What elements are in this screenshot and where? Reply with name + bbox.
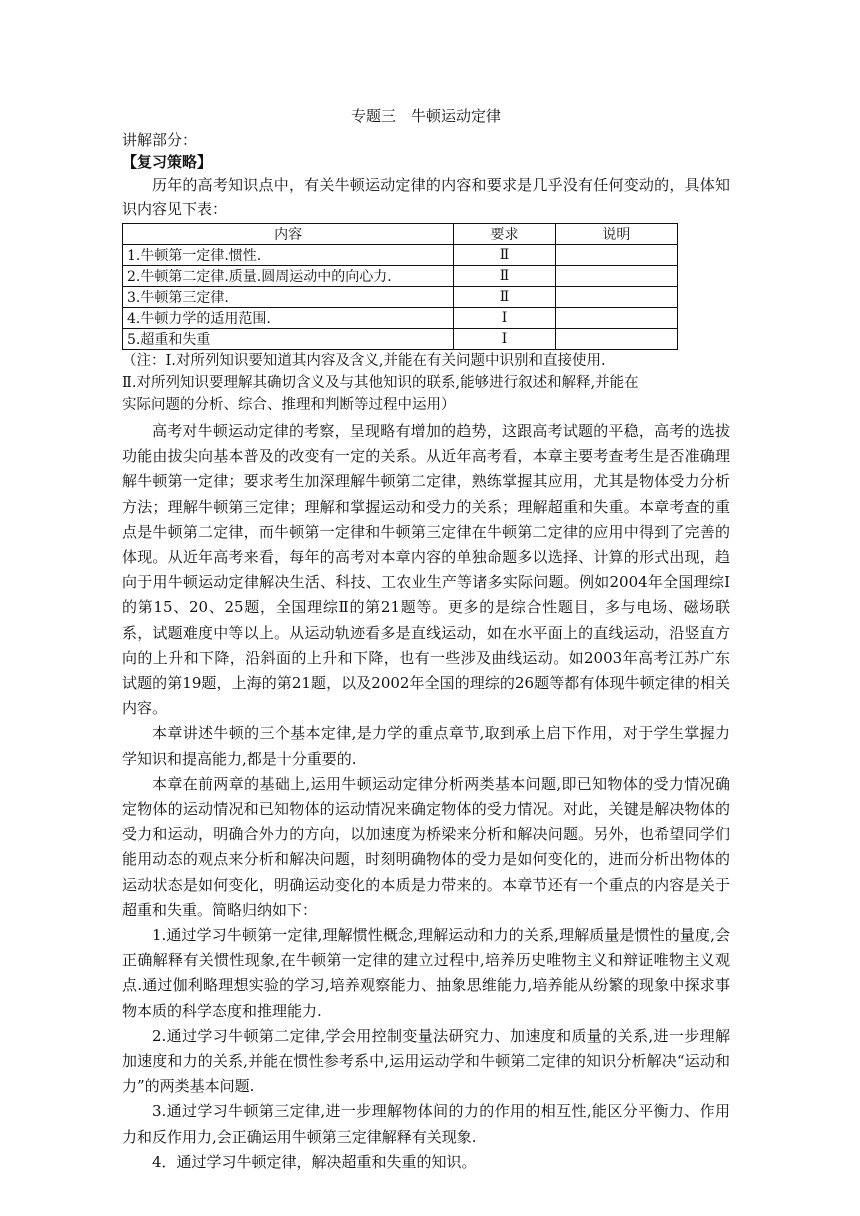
table-header-note: 说明: [555, 224, 677, 245]
paragraph-3: 本章在前两章的基础上,运用牛顿运动定律分析两类基本问题,即已知物体的受力情况确定物体的运动情况和已知物体的运动情况来确定物体的受力情况。对此，关键是解决物体的受力和运动，明确合外力的方向，以加速度为桥梁来分析和解决问题。另外，也希望同学们能用动态的观点来分析和解决问题，时刻明确物体的受力是如何变化的，进而分析出物体的运动状态是如何变化，明确运动变化的本质是力带来的。本章节还有一个重点的内容是关于超重和失重。简略归纳如下：: [122, 774, 730, 919]
note-line-1: （注：Ⅰ.对所列知识要知道其内容及含义,并能在有关问题中识别和直接使用.: [122, 353, 606, 369]
table-cell-level: Ⅱ: [454, 287, 555, 308]
list-item-2: 2.通过学习牛顿第二定律,学会用控制变量法研究力、加速度和质量的关系,进一步理解加速度和力的关系,并能在惯性参考系中,运用运动学和牛顿第二定律的知识分析解决“运动和力”的两类基本问题.: [122, 1026, 730, 1096]
list-item-1: 1.通过学习牛顿第一定律,理解惯性概念,理解运动和力的关系,理解质量是惯性的量度,会正确解释有关惯性现象,在牛顿第一定律的建立过程中,培养历史唯物主义和辩证唯物主义观点.通过伽利略理想实验的学习,培养观察能力、抽象思维能力,培养能从纷繁的现象中探求事物本质的科学态度和推理能力.: [122, 926, 730, 1020]
table-cell-note: [555, 308, 677, 329]
table-row: [123, 308, 678, 329]
table-row: [123, 329, 678, 350]
table-cell-note: [555, 266, 677, 287]
note-line-2: Ⅱ.对所列知识要理解其确切含义及与其他知识的联系,能够进行叙述和解释,并能在: [122, 375, 639, 391]
table-header-level: 要求: [454, 224, 555, 245]
table-row: [123, 266, 678, 287]
table-row: [123, 287, 678, 308]
table-cell-content: 2.牛顿第二定律.质量.圆周运动中的向心力.: [123, 266, 454, 287]
table-row: [123, 245, 678, 266]
document-page: [122, 103, 730, 1175]
list-item-3: 3.通过学习牛顿第三定律,进一步理解物体间的力的作用的相互性,能区分平衡力、作用力和反作用力,会正确运用牛顿第三定律解释有关现象.: [122, 1102, 730, 1146]
table-header-row: [123, 224, 678, 245]
table-cell-note: [555, 245, 677, 266]
table-header-content: 内容: [123, 224, 454, 245]
note-line-3: 实际问题的分析、综合、推理和判断等过程中运用）: [122, 397, 456, 413]
table-cell-level: Ⅰ: [454, 329, 555, 350]
table-cell-level: Ⅰ: [454, 308, 555, 329]
paragraph-1: 高考对牛顿运动定律的考察，呈现略有增加的趋势，这跟高考试题的平稳，高考的选拔功能由拔尖向基本普及的改变有一定的关系。从近年高考看，本章主要考查考生是否准确理解牛顿第一定律；要求考生加深理解牛顿第二定律，熟练掌握其应用，尤其是物体受力分析方法；理解牛顿第三定律；理解和掌握运动和受力的关系；理解超重和失重。本章考查的重点是牛顿第二定律，而牛顿第一定律和牛顿第三定律在牛顿第二定律的应用中得到了完善的体现。从近年高考来看，每年的高考对本章内容的单独命题多以选择、计算的形式出现，趋向于用牛顿运动定律解决生活、科技、工农业生产等诸多实际问题。例如2004年全国理综Ⅰ的第15、20、25题，全国理综Ⅱ的第21题等。更多的是综合性题目，多与电场、磁场联系，试题难度中等以上。从运动轨迹看多是直线运动，如在水平面上的直线运动，沿竖直方向的上升和下降，沿斜面的上升和下降，也有一些涉及曲线运动。如2003年高考江苏广东试题的第19题，上海的第21题，以及2002年全国的理综的26题等都有体现牛顿定律的相关内容。: [122, 422, 730, 718]
table-cell-content: 1.牛顿第一定律.惯性.: [123, 245, 454, 266]
list-item-4: 4．通过学习牛顿定律，解决超重和失重的知识。: [152, 1152, 477, 1171]
table-cell-content: 4.牛顿力学的适用范围.: [123, 308, 454, 329]
table-cell-level: Ⅱ: [454, 266, 555, 287]
intro-paragraph: 历年的高考知识点中，有关牛顿运动定律的内容和要求是几乎没有任何变动的，具体知识内容见下表：: [122, 176, 730, 218]
document-title: 专题三 牛顿运动定律: [350, 107, 501, 125]
paragraph-2: 本章讲述牛顿的三个基本定律,是力学的重点章节,取到承上启下作用，对于学生掌握力学知识和提高能力,都是十分重要的.: [122, 724, 730, 768]
section-heading: 【复习策略】: [122, 153, 213, 171]
table-cell-note: [555, 287, 677, 308]
table-cell-level: Ⅱ: [454, 245, 555, 266]
table-cell-content: 5.超重和失重: [123, 329, 454, 350]
requirements-table: [122, 223, 678, 350]
table-cell-content: 3.牛顿第三定律.: [123, 287, 454, 308]
section-label: 讲解部分：: [122, 131, 198, 149]
table-cell-note: [555, 329, 677, 350]
